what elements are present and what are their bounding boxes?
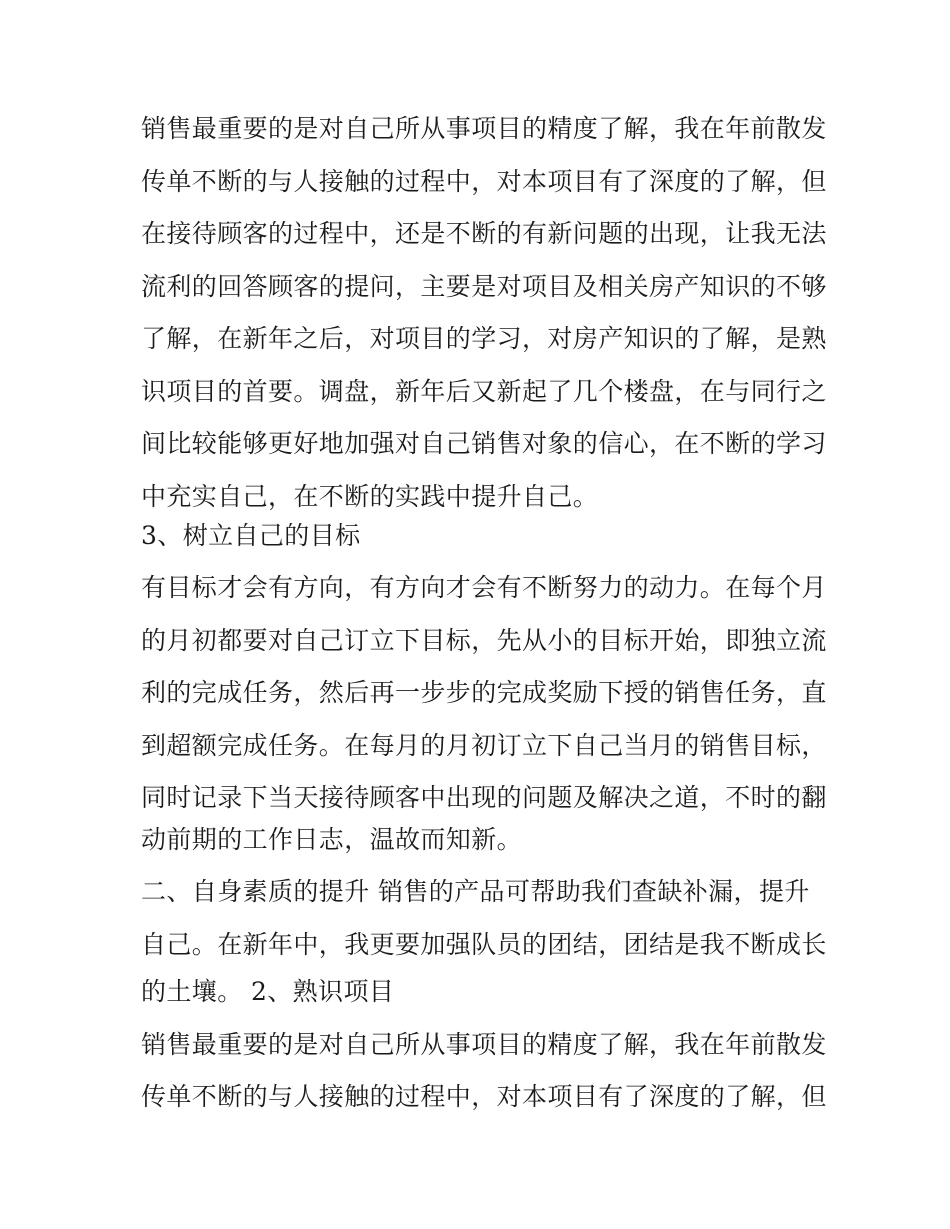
section-heading: 3、树立自己的目标 <box>141 521 361 550</box>
text-line: 利的完成任务，然后再一步步的完成奖励下授的销售任务，直 <box>141 678 827 707</box>
text-line: 的土壤。 2、熟识项目 <box>141 977 395 1006</box>
text-line: 自己。在新年中，我更要加强队员的团结，团结是我不断成长 <box>141 930 827 959</box>
text-line: 传单不断的与人接触的过程中，对本项目有了深度的了解，但 <box>141 167 827 196</box>
text-line: 的月初都要对自己订立下目标，先从小的目标开始，即独立流 <box>141 626 827 655</box>
text-line: 了解，在新年之后，对项目的学习，对房产知识的了解，是熟 <box>141 324 827 353</box>
text-line: 动前期的工作日志，温故而知新。 <box>141 825 523 854</box>
text-line: 识项目的首要。调盘，新年后又新起了几个楼盘，在与同行之 <box>141 377 827 406</box>
section-heading: 二、自身素质的提升 销售的产品可帮助我们查缺补漏，提升 <box>141 877 810 906</box>
text-line: 间比较能够更好地加强对自己销售对象的信心，在不断的学习 <box>141 429 827 458</box>
text-line: 到超额完成任务。在每月的月初订立下自己当月的销售目标， <box>141 731 827 760</box>
text-line: 中充实自己，在不断的实践中提升自己。 <box>141 482 599 511</box>
text-line: 销售最重要的是对自己所从事项目的精度了解，我在年前散发 <box>141 114 827 143</box>
text-line: 流利的回答顾客的提问，主要是对项目及相关房产知识的不够 <box>141 272 827 301</box>
text-line: 同时记录下当天接待顾客中出现的问题及解决之道，不时的翻 <box>141 783 827 812</box>
text-line: 在接待顾客的过程中，还是不断的有新问题的出现，让我无法 <box>141 219 827 248</box>
text-line: 销售最重要的是对自己所从事项目的精度了解，我在年前散发 <box>141 1030 827 1059</box>
text-line: 有目标才会有方向，有方向才会有不断努力的动力。在每个月 <box>141 573 827 602</box>
text-line: 传单不断的与人接触的过程中，对本项目有了深度的了解，但 <box>141 1082 827 1111</box>
